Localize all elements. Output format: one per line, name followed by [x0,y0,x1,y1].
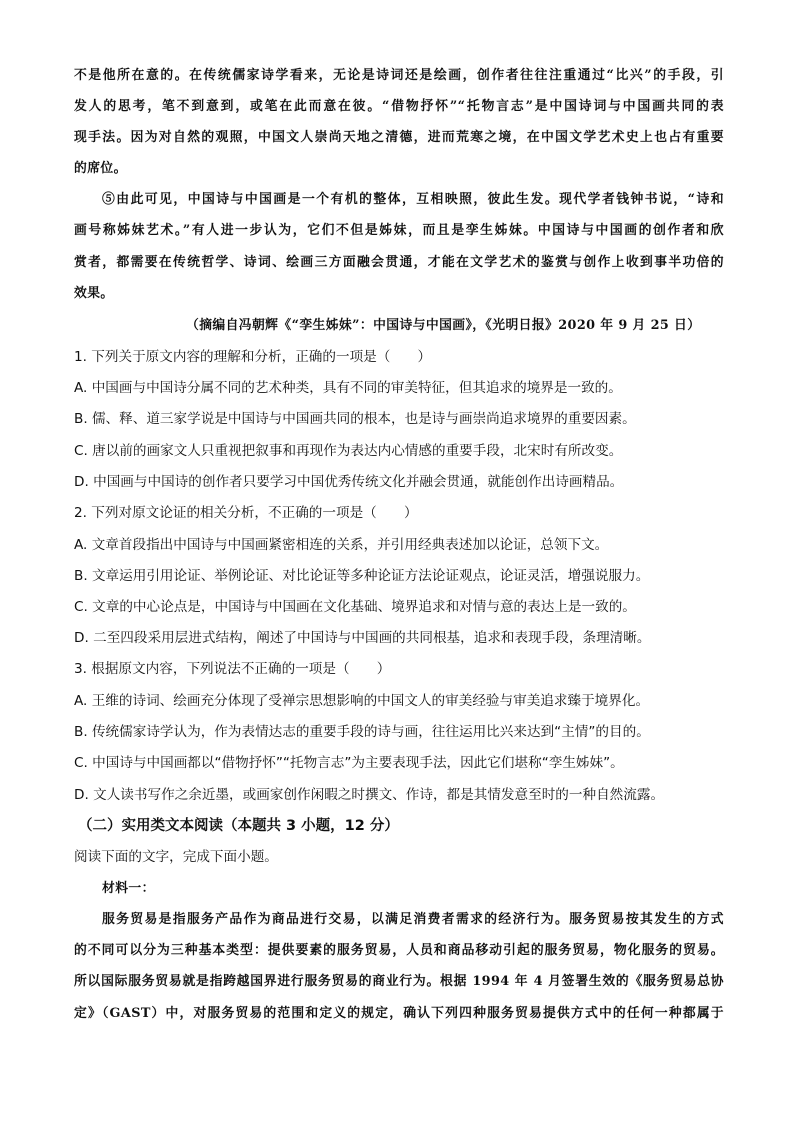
passage-line: 赏者，都需要在传统哲学、诗词、绘画三方面融会贯通，才能在文学艺术的鉴赏与创作上收到事半功倍的 [74,255,724,270]
passage-line: ⑤由此可见，中国诗与中国画是一个有机的整体，互相映照，彼此生发。现代学者钱钟书说，“诗和 [102,192,724,207]
answer-option: D. 文人读书写作之余近墨，或画家创作闲暇之时撰文、作诗，都是其情发意至时的一种自然流露。 [74,787,665,803]
answer-option: D. 中国画与中国诗的创作者只要学习中国优秀传统文化并融会贯通，就能创作出诗画精品。 [74,474,624,490]
instruction-text: 阅读下面的文字，完成下面小题。 [74,849,278,865]
passage-line: 发人的思考，笔不到意到，或笔在此而意在彼。“借物抒怀”“托物言志”是中国诗词与中国画共同的表 [74,99,724,114]
section-heading: （二）实用类文本阅读（本题共 3 小题，12 分） [78,818,399,834]
answer-option: B. 儒、释、道三家学说是中国诗与中国画共同的根本，也是诗与画崇尚追求境界的重要因素。 [74,411,636,427]
answer-option: A. 中国画与中国诗分属不同的艺术种类，具有不同的审美特征，但其追求的境界是一致的。 [74,380,622,396]
material-label: 材料一： [102,881,155,896]
answer-option: D. 二至四段采用层进式结构，阐述了中国诗与中国画的共同根基，追求和表现手段，条理清晰。 [74,630,651,646]
question-stem: 1. 下列关于原文内容的理解和分析，正确的一项是（ ） [74,349,432,365]
answer-option: C. 中国诗与中国画都以“借物抒怀”“托物言志”为主要表现手法，因此它们堪称“孪生姊妹”。 [74,755,624,771]
passage-line: 画号称姊妹艺术。”有人进一步认为，它们不但是姊妹，而且是孪生姊妹。中国诗与中国画的创作者和欣 [74,223,724,238]
answer-option: C. 文章的中心论点是，中国诗与中国画在文化基础、境界追求和对情与意的表达上是一致的。 [74,599,636,615]
passage-line: 效果。 [74,286,114,301]
answer-option: B. 文章运用引用论证、举例论证、对比论证等多种论证方法论证观点，论证灵活，增强说服力。 [74,568,650,584]
question-stem: 2. 下列对原文论证的相关分析，不正确的一项是（ ） [74,505,418,521]
passage-line: 的席位。 [74,161,127,176]
passage-line: 不是他所在意的。在传统儒家诗学看来，无论是诗词还是绘画，创作者往往注重通过“比兴”的手段，引 [74,68,724,83]
answer-option: B. 传统儒家诗学认为，作为表情达志的重要手段的诗与画，往往运用比兴来达到“主情”的目的。 [74,724,650,740]
answer-option: A. 王维的诗词、绘画充分体现了受禅宗思想影响的中国文人的审美经验与审美追求臻于境界化。 [74,693,650,709]
material-line: 定》（GAST）中，对服务贸易的范围和定义的规定，确认下列四种服务贸易提供方式中的任何一种都属于 [74,1006,724,1021]
source-citation: （摘编自冯朝辉《“孪生姊妹”：中国诗与中国画》，《光明日报》2020 年 9 月 25 日） [186,318,701,333]
material-line: 的不同可以分为三种基本类型：提供要素的服务贸易，人员和商品移动引起的服务贸易，物化服务的贸易。 [74,943,724,958]
material-line: 所以国际服务贸易就是指跨越国界进行服务贸易的商业行为。根据 1994 年 4 月签署生效的《服务贸易总协 [74,974,724,989]
question-stem: 3. 根据原文内容，下列说法不正确的一项是（ ） [74,661,391,677]
material-line: 服务贸易是指服务产品作为商品进行交易，以满足消费者需求的经济行为。服务贸易按其发生的方式 [102,912,724,927]
answer-option: C. 唐以前的画家文人只重视把叙事和再现作为表达内心情感的重要手段，北宋时有所改变。 [74,443,623,459]
passage-line: 现手法。因为对自然的观照，中国文人崇尚天地之清德，进而荒寒之境，在中国文学艺术史上也占有重要 [74,130,724,145]
answer-option: A. 文章首段指出中国诗与中国画紧密相连的关系，并引用经典表述加以论证，总领下文。 [74,537,609,553]
